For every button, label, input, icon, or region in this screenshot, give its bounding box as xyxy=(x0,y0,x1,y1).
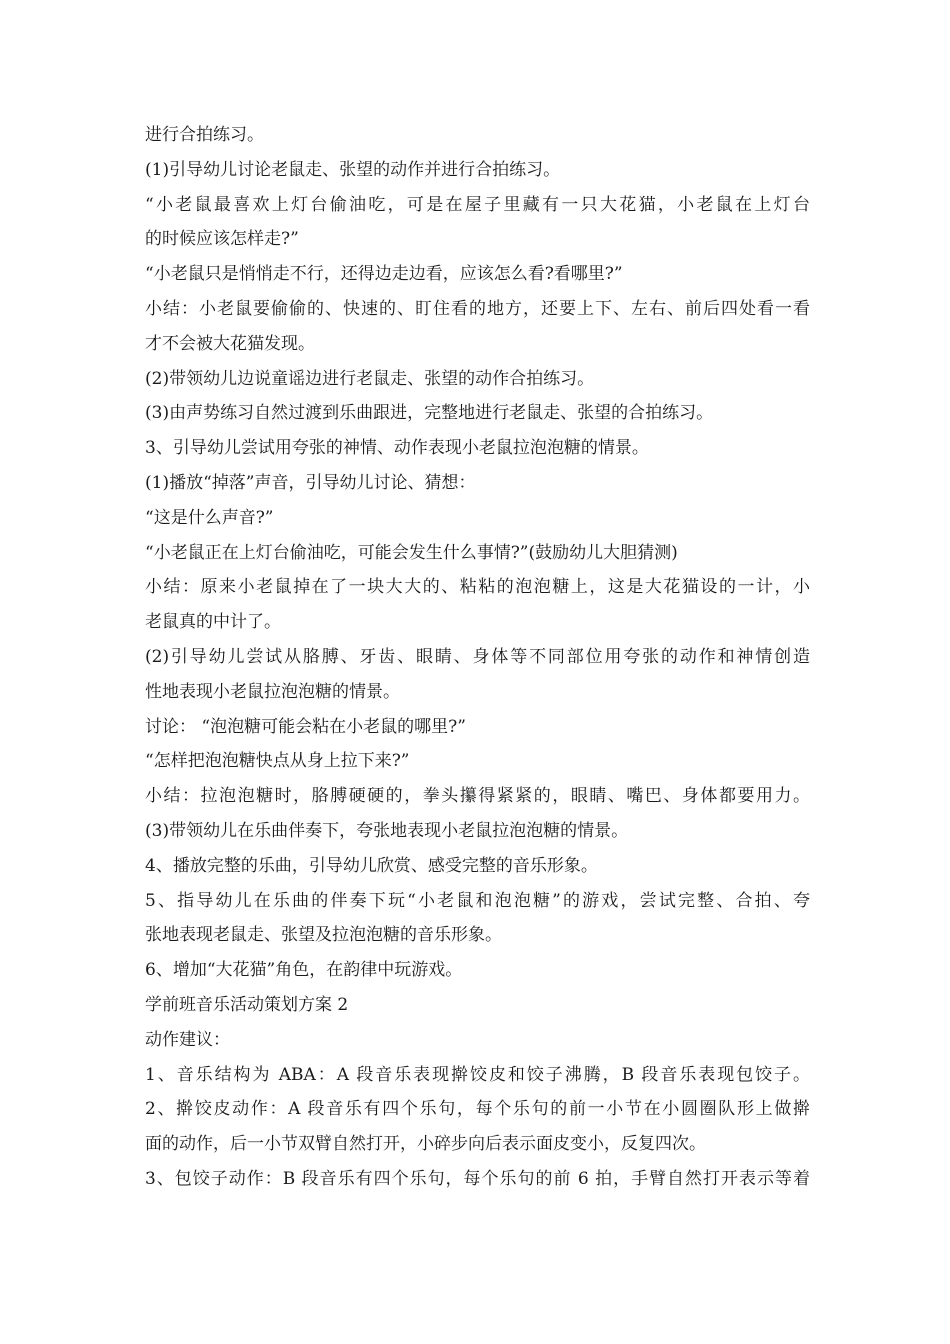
text-line: 6、增加“大花猫”角色，在韵律中玩游戏。 xyxy=(145,960,463,981)
text-line: 小结：拉泡泡糖时，胳膊硬硬的，拳头攥得紧紧的，眼睛、嘴巴、身体都要用力。 xyxy=(145,786,810,807)
text-line: “小老鼠正在上灯台偷油吃，可能会发生什么事情?”(鼓励幼儿大胆猜测) xyxy=(145,542,678,563)
text-line: 讨论： “泡泡糖可能会粘在小老鼠的哪里?” xyxy=(145,716,466,737)
text-line: (3)由声势练习自然过渡到乐曲跟进，完整地进行老鼠走、张望的合拍练习。 xyxy=(145,403,714,424)
text-line: (2)带领幼儿边说童谣边进行老鼠走、张望的动作合拍练习。 xyxy=(145,368,595,389)
text-line: “小老鼠只是悄悄走不行，还得边走边看，应该怎么看?看哪里?” xyxy=(145,264,623,285)
text-line: (3)带领幼儿在乐曲伴奏下，夸张地表现小老鼠拉泡泡糖的情景。 xyxy=(145,820,629,841)
text-line: 性地表现小老鼠拉泡泡糖的情景。 xyxy=(145,681,400,702)
text-line: 1、音乐结构为 ABA：A 段音乐表现擀饺皮和饺子沸腾，B 段音乐表现包饺子。 xyxy=(145,1064,810,1085)
text-line: 3、包饺子动作：B 段音乐有四个乐句，每个乐句的前 6 拍，手臂自然打开表示等着 xyxy=(145,1168,810,1189)
text-line: “小老鼠最喜欢上灯台偷油吃，可是在屋子里藏有一只大花猫，小老鼠在上灯台 xyxy=(145,194,810,215)
text-line: 5、指导幼儿在乐曲的伴奏下玩“小老鼠和泡泡糖”的游戏，尝试完整、合拍、夸 xyxy=(145,890,810,911)
text-line: 进行合拍练习。 xyxy=(145,125,264,145)
text-line: 面的动作，后一小节双臂自然打开，小碎步向后表示面皮变小，反复四次。 xyxy=(145,1134,706,1155)
text-line: 老鼠真的中计了。 xyxy=(145,612,281,633)
text-line: 学前班音乐活动策划方案 2 xyxy=(145,994,349,1015)
text-line: (1)引导幼儿讨论老鼠走、张望的动作并进行合拍练习。 xyxy=(145,159,561,180)
text-line: 小结：小老鼠要偷偷的、快速的、盯住看的地方，还要上下、左右、前后四处看一看 xyxy=(145,298,810,319)
text-line: “怎样把泡泡糖快点从身上拉下来?” xyxy=(145,751,410,772)
text-line: 动作建议： xyxy=(145,1029,230,1050)
text-line: 的时候应该怎样走?” xyxy=(145,229,299,250)
text-line: “这是什么声音?” xyxy=(145,507,274,528)
text-line: 4、播放完整的乐曲，引导幼儿欣赏、感受完整的音乐形象。 xyxy=(145,855,598,876)
text-line: 3、引导幼儿尝试用夸张的神情、动作表现小老鼠拉泡泡糖的情景。 xyxy=(145,438,649,459)
text-line: 小结：原来小老鼠掉在了一块大大的、粘粘的泡泡糖上，这是大花猫设的一计，小 xyxy=(145,577,810,598)
text-line: (1)播放“掉落”声音，引导幼儿讨论、猜想： xyxy=(145,472,476,493)
text-line: 2、擀饺皮动作：A 段音乐有四个乐句，每个乐句的前一小节在小圆圈队形上做擀 xyxy=(145,1099,810,1120)
text-line: 张地表现老鼠走、张望及拉泡泡糖的音乐形象。 xyxy=(145,925,502,946)
document-body xyxy=(145,118,810,1197)
text-line: 才不会被大花猫发现。 xyxy=(145,333,315,354)
text-line: (2)引导幼儿尝试从胳膊、牙齿、眼睛、身体等不同部位用夸张的动作和神情创造 xyxy=(145,646,810,667)
